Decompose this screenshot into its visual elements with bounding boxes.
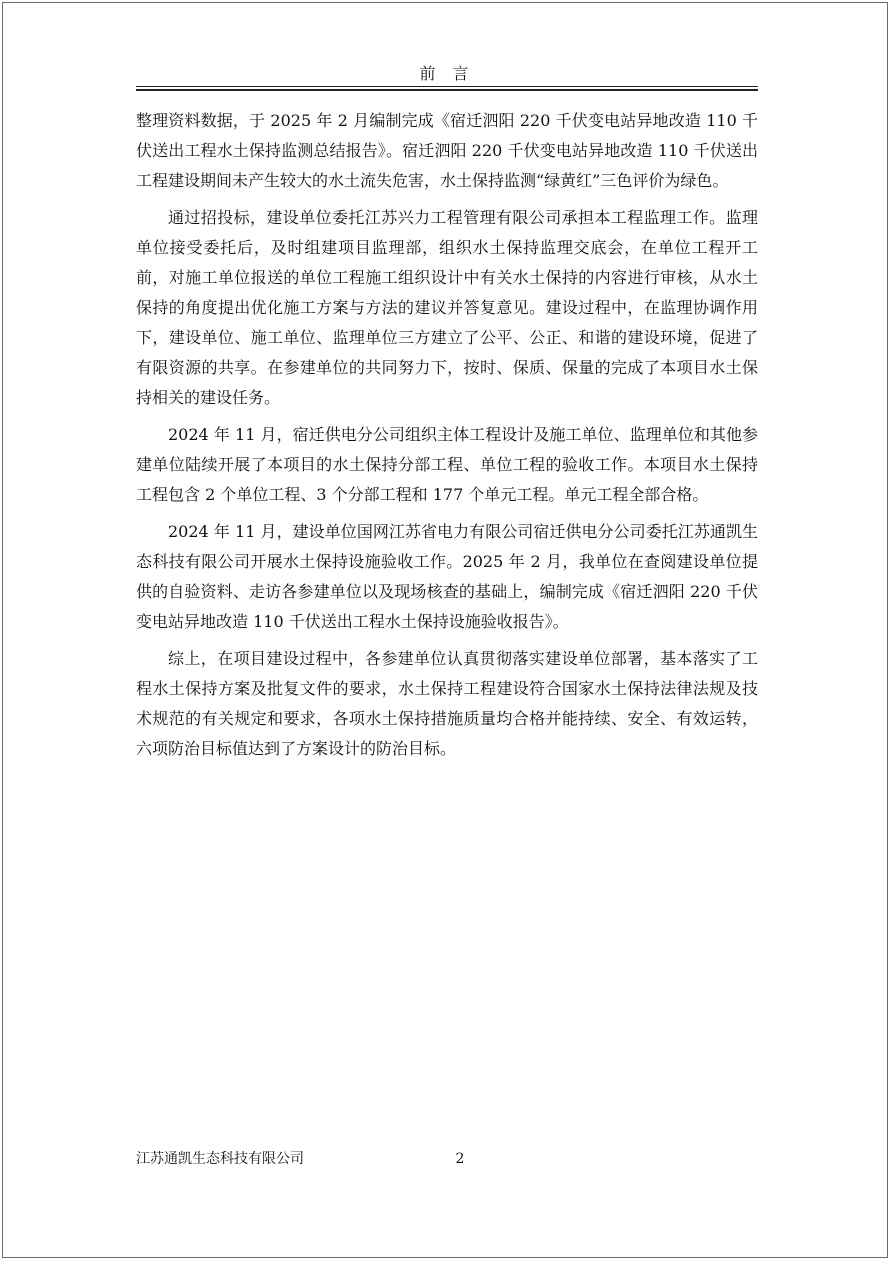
footer-company: 江苏通凯生态科技有限公司 bbox=[136, 1151, 304, 1167]
paragraph-supervision: 通过招投标，建设单位委托江苏兴力工程管理有限公司承担本工程监理工作。监理单位接受委托后，及时组建项目监理部，组织水土保持监理交底会，在单位工程开工前，对施工单位报送的单位工程施工组织设计中有关水土保持的内容进行审核，从水土保持的角度提出优化施工方案与方法的建议并答复意见。建设过程中，在监理协调作用下，建设单位、施工单位、监理单位三方建立了公平、公正、和谐的建设环境，促进了有限资源的共享。在参建单位的共同努力下，按时、保质、保量的完成了本项目水土保持相关的建设任务。 bbox=[136, 208, 758, 407]
paragraph-facility-acceptance: 2024 年 11 月，建设单位国网江苏省电力有限公司宿迁供电分公司委托江苏通凯生态科技有限公司开展水土保持设施验收工作。2025 年 2 月，我单位在查阅建设单位提供的自验资料、走访各参建单位以及现场核查的基础上，编制完成《宿迁泗阳 220 千伏变电站异地改造 110 千伏送出工程水土保持设施验收报告》。 bbox=[136, 522, 758, 631]
page-number: 2 bbox=[455, 1151, 465, 1167]
header-rule-thick bbox=[136, 89, 758, 91]
paragraph-conclusion: 综上，在项目建设过程中，各参建单位认真贯彻落实建设单位部署，基本落实了工程水土保持方案及批复文件的要求，水土保持工程建设符合国家水土保持法律法规及技术规范的有关规定和要求，各项水土保持措施质量均合格并能持续、安全、有效运转，六项防治目标值达到了方案设计的防治目标。 bbox=[136, 649, 758, 758]
header-rule-thin bbox=[136, 86, 758, 87]
body-text bbox=[136, 106, 758, 771]
paragraph-continuation: 整理资料数据，于 2025 年 2 月编制完成《宿迁泗阳 220 千伏变电站异地改造 110 千伏送出工程水土保持监测总结报告》。宿迁泗阳 220 千伏变电站异地改造 110 千伏送出工程建设期间未产生较大的水土流失危害，水土保持监测“绿黄红”三色评价为绿色。 bbox=[136, 111, 758, 190]
paragraph-acceptance-works: 2024 年 11 月，宿迁供电分公司组织主体工程设计及施工单位、监理单位和其他参建单位陆续开展了本项目的水土保持分部工程、单位工程的验收工作。本项目水土保持工程包含 2 个单位工程、3 个分部工程和 177 个单元工程。单元工程全部合格。 bbox=[136, 425, 758, 504]
page-header-title: 前 言 bbox=[419, 64, 475, 83]
